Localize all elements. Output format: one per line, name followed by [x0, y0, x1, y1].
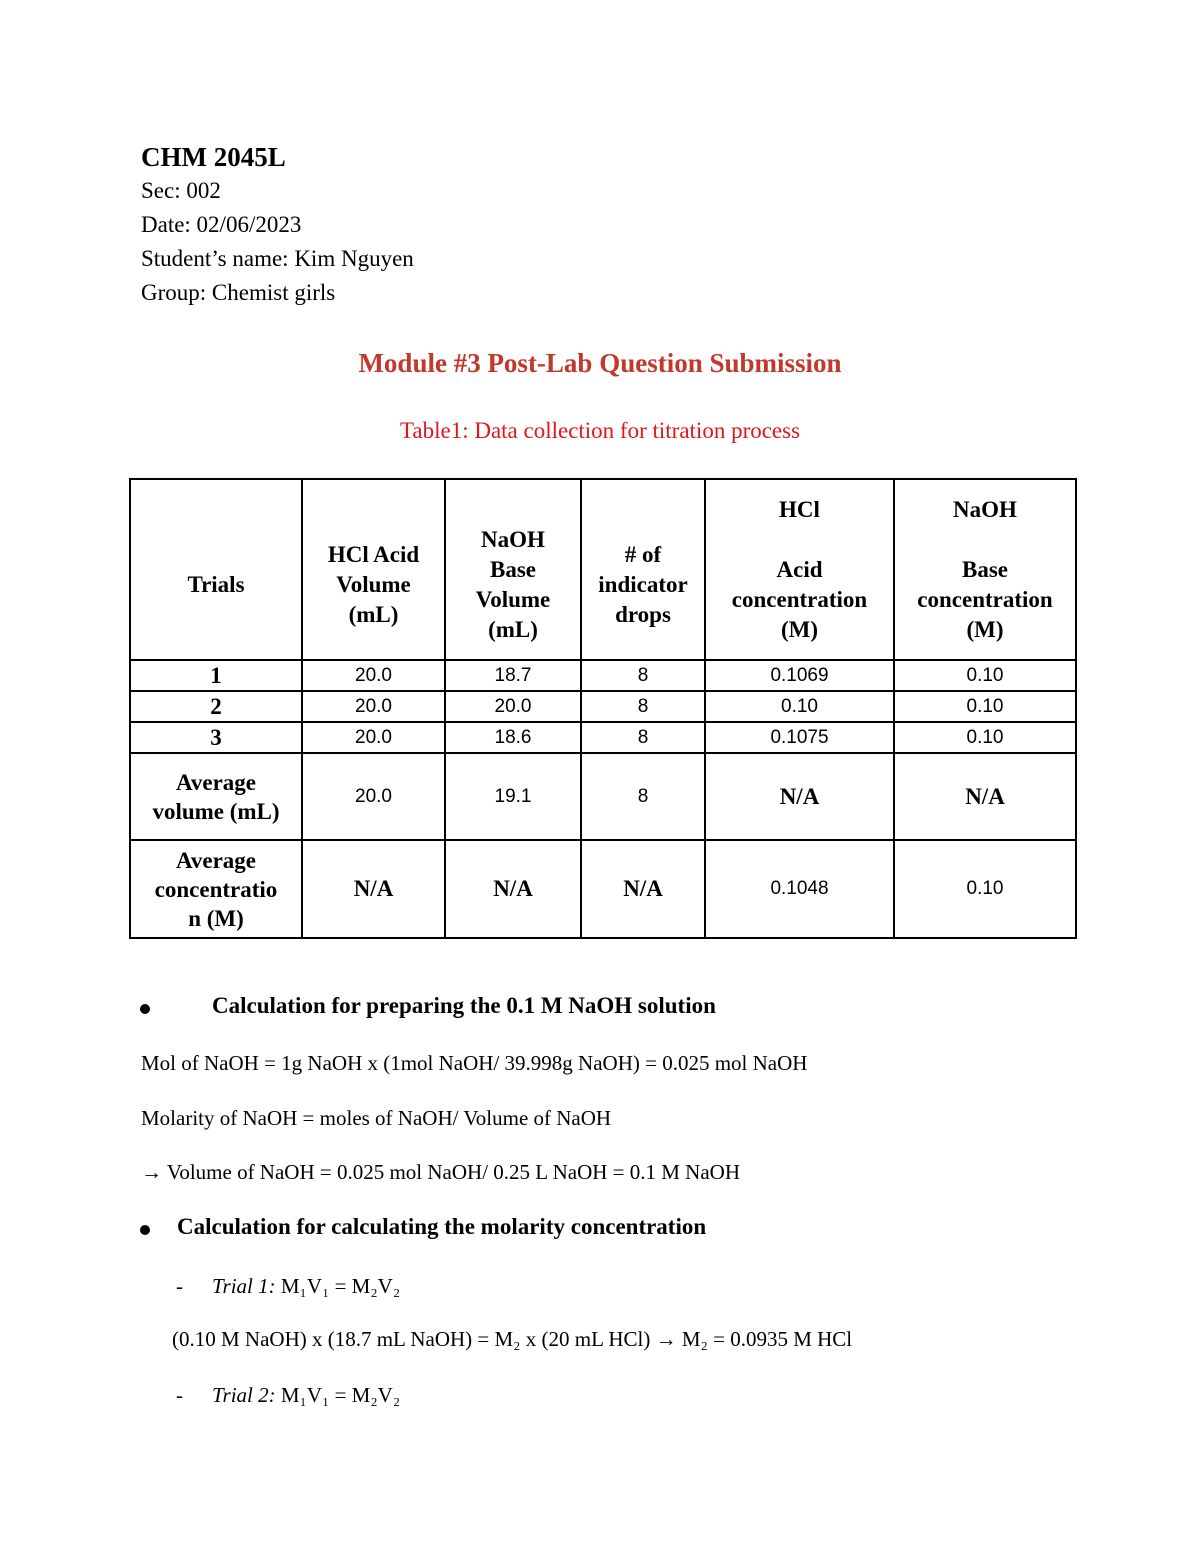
col-header-hcl-volume: HCl Acid Volume (mL): [302, 479, 445, 660]
indicator-cell: 8: [581, 691, 705, 722]
col-header-indicator-drops: # of indicator drops: [581, 479, 705, 660]
trial1-label: Trial 1:: [212, 1274, 276, 1298]
trial2-label: Trial 2:: [212, 1383, 276, 1407]
naoh-conc-cell: 0.10: [894, 722, 1076, 753]
trial1-equation: M₁V₁ = M₂V₂: [280, 1274, 401, 1298]
avg-indicator-cell: 8: [581, 753, 705, 840]
avgc-indicator-cell: N/A: [581, 840, 705, 938]
average-volume-row: [130, 753, 1076, 840]
col-header-hcl-concentration: HCl Acid concentration (M): [705, 479, 894, 660]
avgc-hcl-conc-cell: 0.1048: [705, 840, 894, 938]
trial-label: 1: [130, 660, 302, 691]
section-number: Sec: 002: [141, 178, 221, 203]
indicator-cell: 8: [581, 660, 705, 691]
header-block: [141, 140, 414, 310]
average-volume-label: Average volume (mL): [130, 753, 302, 840]
table-header-row: [130, 479, 1076, 660]
naoh-conc-cell: 0.10: [894, 660, 1076, 691]
trial2-formula: [212, 1383, 400, 1408]
date: Date: 02/06/2023: [141, 212, 302, 237]
naoh-volume-cell: 18.7: [445, 660, 581, 691]
bullet-icon: [140, 1225, 150, 1235]
molarity-definition: Molarity of NaOH = moles of NaOH/ Volume of NaOH: [141, 1106, 612, 1130]
average-concentration-label: Average concentratio n (M): [130, 840, 302, 938]
hcl-conc-cell: 0.10: [705, 691, 894, 722]
titration-data-table: [129, 478, 1077, 939]
avgc-hcl-volume-cell: N/A: [302, 840, 445, 938]
col-header-naoh-volume: NaOH Base Volume (mL): [445, 479, 581, 660]
hcl-volume-cell: 20.0: [302, 660, 445, 691]
table-row: [130, 722, 1076, 753]
naoh-conc-cell: 0.10: [894, 691, 1076, 722]
hcl-volume-cell: 20.0: [302, 722, 445, 753]
trial1-formula: [212, 1274, 400, 1299]
section2-heading: Calculation for calculating the molarity concentration: [177, 1214, 707, 1239]
trial2-equation: M₁V₁ = M₂V₂: [280, 1383, 401, 1407]
avg-hcl-volume-cell: 20.0: [302, 753, 445, 840]
page-title: Module #3 Post-Lab Question Submission: [358, 348, 842, 378]
hcl-conc-cell: 0.1075: [705, 722, 894, 753]
table-row: [130, 691, 1076, 722]
dash-marker: -: [176, 1383, 183, 1407]
avg-hcl-conc-cell: N/A: [705, 753, 894, 840]
naoh-volume-cell: 18.6: [445, 722, 581, 753]
col-header-naoh-concentration: NaOH Base concentration (M): [894, 479, 1076, 660]
mol-naoh-equation: Mol of NaOH = 1g NaOH x (1mol NaOH/ 39.998g NaOH) = 0.025 mol NaOH: [141, 1051, 808, 1075]
student-name: Student’s name: Kim Nguyen: [141, 246, 414, 271]
volume-naoh-equation: → Volume of NaOH = 0.025 mol NaOH/ 0.25 L NaOH = 0.1 M NaOH: [141, 1160, 740, 1184]
avgc-naoh-conc-cell: 0.10: [894, 840, 1076, 938]
trial-label: 2: [130, 691, 302, 722]
col-header-trials: Trials: [130, 479, 302, 660]
dash-marker: -: [176, 1274, 183, 1298]
bullet-icon: [140, 1004, 150, 1014]
avgc-naoh-volume-cell: N/A: [445, 840, 581, 938]
trial1-calculation: (0.10 M NaOH) x (18.7 mL NaOH) = M₂ x (20 mL HCl) → M₂ = 0.0935 M HCl: [172, 1327, 853, 1351]
hcl-volume-cell: 20.0: [302, 691, 445, 722]
naoh-volume-cell: 20.0: [445, 691, 581, 722]
avg-naoh-volume-cell: 19.1: [445, 753, 581, 840]
table-row: [130, 660, 1076, 691]
trial-label: 3: [130, 722, 302, 753]
avg-naoh-conc-cell: N/A: [894, 753, 1076, 840]
course-code: CHM 2045L: [141, 142, 286, 172]
hcl-conc-cell: 0.1069: [705, 660, 894, 691]
group-name: Group: Chemist girls: [141, 280, 336, 305]
indicator-cell: 8: [581, 722, 705, 753]
table-caption: Table1: Data collection for titration process: [399, 418, 801, 443]
section1-heading: Calculation for preparing the 0.1 M NaOH solution: [212, 993, 716, 1018]
average-concentration-row: [130, 840, 1076, 938]
